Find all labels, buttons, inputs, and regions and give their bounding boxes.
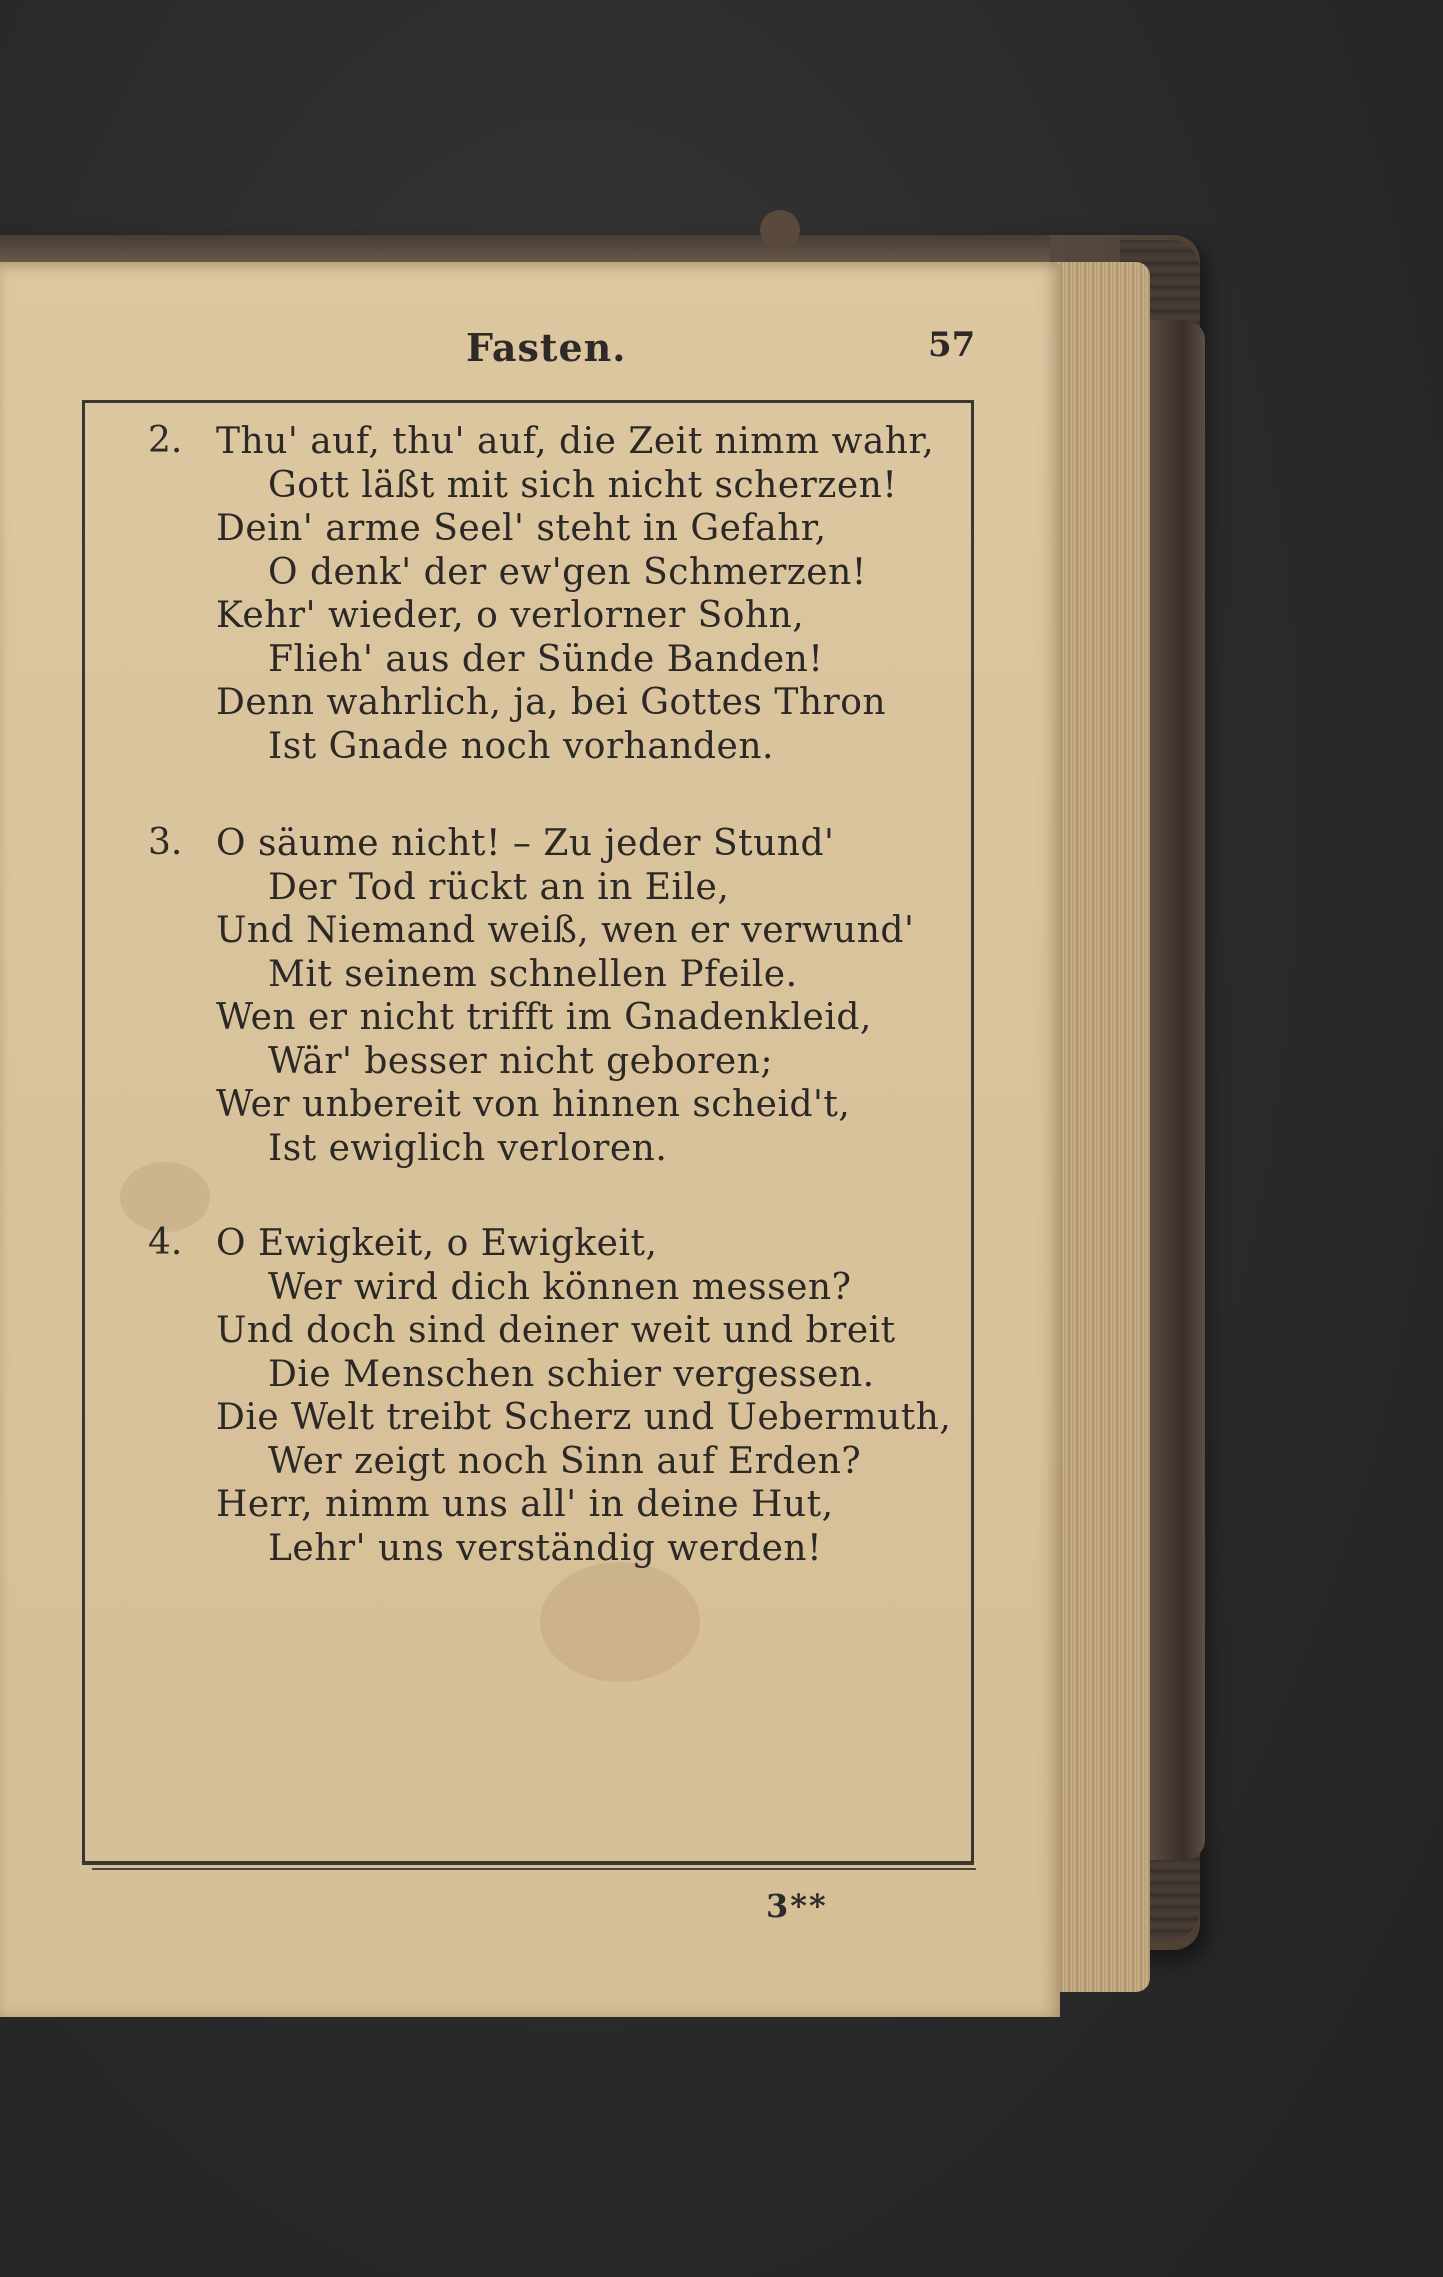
verse-line: Thu' auf, thu' auf, die Zeit nimm wahr,	[216, 421, 935, 462]
book-spine-binding	[1150, 320, 1205, 1860]
verse-line: O säume nicht! – Zu jeder Stund'	[216, 823, 835, 864]
verse-line: Mit seinem schnellen Pfeile.	[268, 953, 798, 995]
page-number: 57	[928, 325, 976, 365]
verse-line: Lehr' uns verständig werden!	[268, 1527, 823, 1569]
verse-line: Kehr' wieder, o verlorner Sohn,	[216, 595, 805, 636]
cover-top-edge	[0, 235, 1050, 265]
verse-line: Ist ewiglich verloren.	[268, 1127, 668, 1169]
verse-line: Der Tod rückt an in Eile,	[268, 866, 730, 908]
verse-line: Wär' besser nicht geboren;	[268, 1040, 773, 1082]
verse-line: Die Menschen schier vergessen.	[268, 1353, 875, 1395]
verse-number: 4.	[148, 1222, 183, 1263]
verse-line: O denk' der ew'gen Schmerzen!	[268, 551, 867, 593]
verse-number: 3.	[148, 822, 183, 863]
verse	[150, 1222, 970, 1570]
verse-line: Wer unbereit von hinnen scheid't,	[216, 1084, 851, 1125]
running-header-title: Fasten.	[466, 325, 627, 370]
verse-line: Denn wahrlich, ja, bei Gottes Thron	[216, 682, 887, 723]
verse-line: O Ewigkeit, o Ewigkeit,	[216, 1223, 658, 1264]
verse-number: 2.	[148, 420, 183, 461]
verse-line: Flieh' aus der Sünde Banden!	[268, 638, 824, 680]
signature-mark: 3**	[766, 1887, 828, 1925]
verse-line: Ist Gnade noch vorhanden.	[268, 725, 774, 767]
verse-line: Wer wird dich können messen?	[268, 1266, 852, 1308]
verse-line: Herr, nimm uns all' in deine Hut,	[216, 1484, 834, 1525]
verse-line: Dein' arme Seel' steht in Gefahr,	[216, 508, 827, 549]
verse-line: Und doch sind deiner weit und breit	[216, 1310, 896, 1351]
verse-line: Wer zeigt noch Sinn auf Erden?	[268, 1440, 862, 1482]
bookmark-knot	[760, 210, 800, 250]
frame-bottom-rule	[92, 1868, 976, 1870]
verse-line: Und Niemand weiß, wen er verwund'	[216, 910, 915, 951]
verse	[150, 822, 970, 1170]
verse	[150, 420, 970, 768]
verse-line: Wen er nicht trifft im Gnadenkleid,	[216, 997, 872, 1038]
verse-line: Gott läßt mit sich nicht scherzen!	[268, 464, 898, 506]
verse-line: Die Welt treibt Scherz und Uebermuth,	[216, 1397, 952, 1438]
